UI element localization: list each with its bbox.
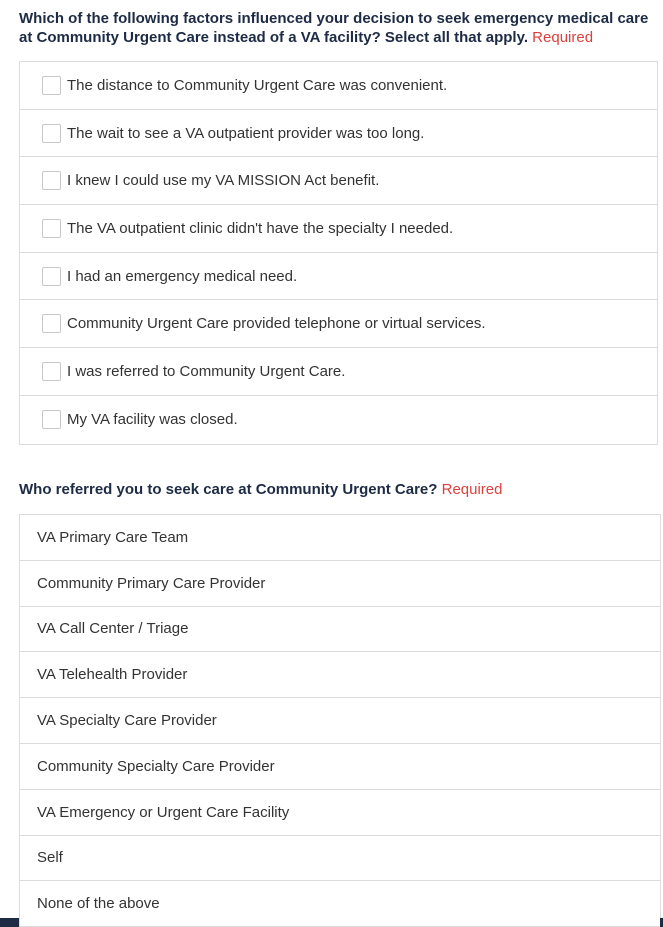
- question-1-text: Which of the following factors influenced your decision to seek emergency medical care at Community Urgent Care instead of a VA facility? Select all that apply.: [19, 10, 649, 46]
- checkbox-label: I was referred to Community Urgent Care.: [67, 362, 346, 380]
- checkbox-label: My VA facility was closed.: [67, 411, 238, 429]
- option-community-specialty-care-provider[interactable]: Community Specialty Care Provider: [20, 744, 660, 790]
- question-2-text: Who referred you to seek care at Community Urgent Care?: [19, 481, 438, 498]
- checkbox[interactable]: [42, 219, 61, 238]
- checkbox-option-virtual[interactable]: [20, 300, 657, 348]
- option-self[interactable]: Self: [20, 836, 660, 882]
- checkbox[interactable]: [42, 410, 61, 429]
- checkbox[interactable]: [42, 362, 61, 381]
- option-va-telehealth-provider[interactable]: VA Telehealth Provider: [20, 652, 660, 698]
- option-va-primary-care-team[interactable]: VA Primary Care Team: [20, 515, 660, 561]
- checkbox[interactable]: [42, 124, 61, 143]
- checkbox[interactable]: [42, 171, 61, 190]
- checkbox-option-distance[interactable]: [20, 62, 657, 110]
- checkbox-option-wait-time[interactable]: [20, 110, 657, 158]
- checkbox-label: The wait to see a VA outpatient provider was too long.: [67, 124, 425, 142]
- checkbox-option-referred[interactable]: [20, 348, 657, 396]
- checkbox-label: Community Urgent Care provided telephone or virtual services.: [67, 315, 486, 333]
- option-community-primary-care-provider[interactable]: Community Primary Care Provider: [20, 561, 660, 607]
- factors-checkbox-group: [19, 61, 658, 445]
- required-indicator: Required: [441, 481, 503, 498]
- checkbox-option-emergency[interactable]: [20, 253, 657, 301]
- option-va-emergency-urgent-care-facility[interactable]: VA Emergency or Urgent Care Facility: [20, 790, 660, 836]
- question-2-title: [19, 480, 658, 499]
- checkbox-label: I knew I could use my VA MISSION Act benefit.: [67, 172, 380, 190]
- option-va-specialty-care-provider[interactable]: VA Specialty Care Provider: [20, 698, 660, 744]
- checkbox-label: I had an emergency medical need.: [67, 267, 298, 285]
- option-none-of-the-above[interactable]: None of the above: [20, 881, 660, 927]
- checkbox-option-specialty[interactable]: [20, 205, 657, 253]
- checkbox[interactable]: [42, 267, 61, 286]
- checkbox-option-closed[interactable]: [20, 396, 657, 444]
- option-va-call-center-triage[interactable]: VA Call Center / Triage: [20, 607, 660, 653]
- required-indicator: Required: [532, 29, 594, 46]
- checkbox-label: The VA outpatient clinic didn't have the specialty I needed.: [67, 219, 454, 237]
- page-edge-bar-left: [0, 918, 19, 927]
- question-1-title: [19, 9, 658, 47]
- checkbox-label: The distance to Community Urgent Care was convenient.: [67, 76, 448, 94]
- checkbox[interactable]: [42, 314, 61, 333]
- referral-option-list: [19, 514, 661, 927]
- checkbox-option-mission-act[interactable]: [20, 157, 657, 205]
- checkbox[interactable]: [42, 76, 61, 95]
